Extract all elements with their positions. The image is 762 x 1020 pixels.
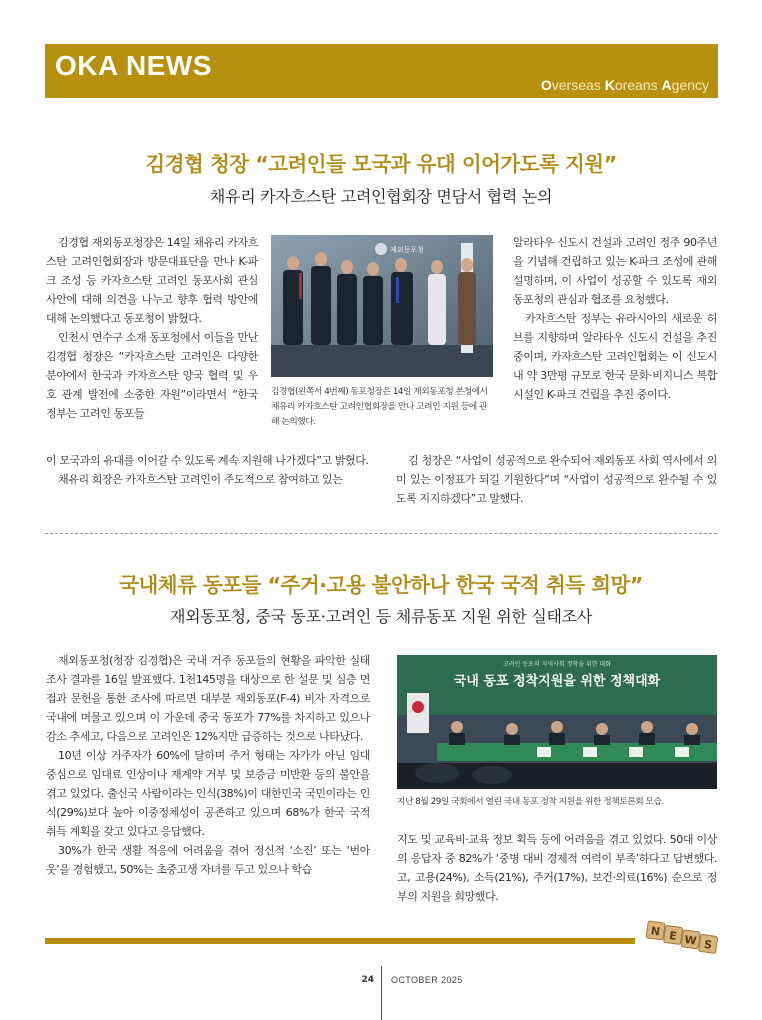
issue-date: OCTOBER 2025	[391, 975, 463, 985]
footer-separator	[381, 966, 382, 1020]
article1-photo	[271, 235, 493, 377]
article2-photo-caption: 지난 8월 29일 국회에서 열린 국내 동포 정착 지원을 위한 정책토론회 모습.	[397, 797, 664, 807]
agency-name: Overseas Koreans Agency	[540, 77, 709, 93]
article2-column-right	[397, 830, 717, 906]
article1-photo-caption: 김경협(왼쪽서 4번째) 동포청장은 14일 재외동포청 본청에서 채유리 카자흐스탄 고려인협회장을 만나 고려인 지원 등에 관해 논의했다.	[271, 387, 488, 427]
svg-text:E: E	[668, 928, 678, 943]
article1-headline: 김경협 청장 “고려인들 모국과 유대 이어가도록 지원”	[145, 152, 617, 176]
meeting-group-photo	[271, 235, 493, 377]
article1-paragraph: 채유리 회장은 카자흐스탄 고려인이 주도적으로 참여하고 있는	[58, 473, 343, 486]
news-blocks-logo	[644, 920, 724, 960]
article2-subhead: 재외동포청, 중국 동포·고려인 등 체류동포 지원 위한 실태조사	[170, 607, 592, 626]
article2-column-left	[46, 651, 370, 879]
article2-paragraph: 지도 및 교육비·교육 정보 획득 등에 어려움을 겪고 있었다. 50대 이상의 응답자 중 82%가 ‘중병 대비 경제적 여력이 부족’하다고 답변했다. 고, 고용(24%), 소득(21%), 주거(17%), 보건·의료(16%) 순으로 정부의 지원을 희망했다.	[397, 833, 717, 903]
header-bar	[45, 44, 718, 98]
article2-photo	[397, 655, 717, 789]
article1-column-left	[46, 233, 258, 423]
article1-column-left-wide	[46, 451, 370, 489]
svg-text:재외동포청: 재외동포청	[390, 246, 424, 254]
article1-paragraph: 이 모국과의 유대를 이어갈 수 있도록 계속 지원해 나가겠다”고 밝혔다.	[46, 454, 369, 467]
article2-headline: 국내체류 동포들 “주거·고용 불안하나 한국 국적 취득 희망”	[119, 573, 643, 597]
article1-paragraph: 카자흐스탄 정부는 유라시아의 새로운 허브를 지향하며 알라타우 신도시 건설을 추진 중이며, 카자흐스탄 고려인협회는 이 신도시 내 약 3만평 규모로 한국 문화·비지니스 복합시설인 K-파크 건립을 추진 중이다.	[513, 312, 717, 401]
policy-forum-photo	[397, 655, 717, 789]
article2-paragraph: 재외동포청(청장 김경협)은 국내 거주 동포들의 현황을 파악한 실태조사 결과를 16일 발표했다. 1천145명을 대상으로 한 설문 및 심층 면접과 문헌을 통한 조사에 따르면 대부분 재외동포(F-4) 비자 자격으로 국내에 머물고 있으며 이 가운데 중국 동포가 77%를 차지하고 있으나 감소 추세고, 다음으로 고려인은 12%지만 급증하는 것으로 나타났다.	[46, 654, 370, 743]
article1-column-right-wide	[396, 451, 717, 508]
article2-paragraph: 30%가 한국 생활 적응에 어려움을 겪어 정신적 ‘소진’ 또는 ‘번아웃’을 경험했고, 50%는 초중고생 자녀를 두고 있으나 학습	[46, 844, 370, 876]
news-letter-blocks-icon	[644, 920, 724, 960]
svg-text:S: S	[703, 937, 713, 952]
article1-subhead: 채유리 카자흐스탄 고려인협회장 면담서 협력 논의	[209, 187, 553, 206]
magazine-title: OKA NEWS	[55, 50, 212, 81]
article1-paragraph: 김 청장은 “사업이 성공적으로 완수되어 재외동포 사회 역사에서 의미 있는 이정표가 되길 기원한다”며 “사업이 성공적으로 완수될 수 있도록 지지하겠다”고 말했다.	[396, 454, 717, 505]
svg-text:W: W	[683, 933, 698, 948]
svg-text:국내 동포 정착지원을 위한 정책대화: 국내 동포 정착지원을 위한 정책대화	[453, 674, 661, 689]
svg-text:N: N	[649, 924, 661, 939]
article1-paragraph: 김경협 재외동포청장은 14일 채유리 카자흐스탄 고려인협회장과 방문대표단을 만나 K-파크 조성 등 카자흐스탄 고려인 동포사회 관심 사안에 대해 의견을 나누고 향후 협력 방안에 대해 논의했다고 동포청이 밝혔다.	[46, 236, 258, 325]
footer-rule	[45, 938, 635, 944]
svg-text:고려인 동포의 지역사회 정착을 위한 대화: 고려인 동포의 지역사회 정착을 위한 대화	[502, 661, 612, 668]
article1-paragraph: 인천시 연수구 소재 동포청에서 이들을 만난 김경협 청장은 “카자흐스탄 고려인은 다양한 분야에서 한국과 카자흐스탄 양국 협력 및 우호 관계 발전에 소중한 자원”이라면서 “한국 정부는 고려인 동포들	[46, 331, 258, 420]
page-number: 24	[361, 975, 374, 985]
article1-paragraph: 알라타우 신도시 건설과 고려인 정주 90주년을 기념해 건립하고 있는 K-파크 조성에 관해 설명하며, 이 사업이 성공할 수 있도록 재외동포청의 관심과 협조를 요청했다.	[513, 236, 717, 306]
section-divider	[45, 533, 717, 534]
article1-column-right	[513, 233, 717, 404]
article2-paragraph: 10년 이상 거주자가 60%에 달하며 주거 형태는 자가가 아닌 임대 중심으로 임대료 인상이나 재계약 거부 및 보증금 미반환 등의 불안을 겪고 있었다. 출신국 사람이라는 인식(38%)이 대한민국 국민이라는 인식(29%)보다 높아 이중정체성이 공존하고 있으며 68%가 한국 국적 취득 계획을 갖고 있다고 응답했다.	[46, 749, 370, 838]
